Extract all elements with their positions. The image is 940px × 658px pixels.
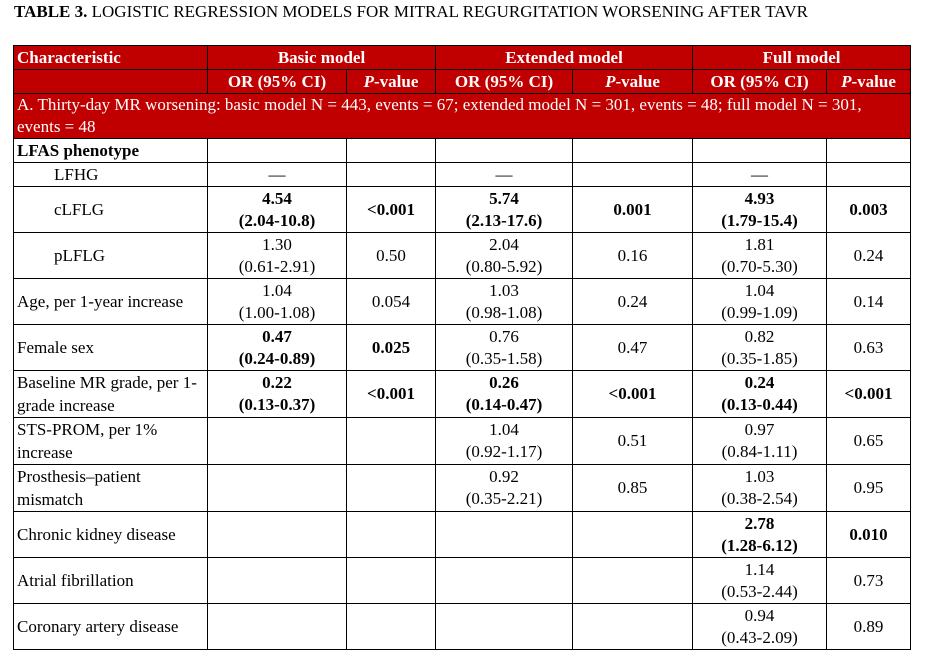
or-ci-cell: —: [208, 163, 347, 187]
regression-table: [13, 45, 911, 650]
p-value-cell: 0.65: [827, 418, 911, 465]
p-value-cell: <0.001: [827, 371, 911, 418]
or-ci-cell: 4.93 (1.79-15.4): [693, 187, 827, 233]
or-ci-cell: 5.74 (2.13-17.6): [436, 187, 573, 233]
basic-model-header: Basic model: [208, 46, 436, 70]
row-label: Atrial fibrillation: [14, 558, 208, 604]
table-row: [14, 139, 911, 163]
row-label: pLFLG: [14, 233, 208, 279]
p-value-cell: [347, 418, 436, 465]
table-row: [14, 163, 911, 187]
extended-p-header: [573, 70, 693, 94]
row-label: Baseline MR grade, per 1-grade increase: [14, 371, 208, 418]
p-value-cell: 0.24: [827, 233, 911, 279]
or-ci-cell: 0.82 (0.35-1.85): [693, 325, 827, 371]
p-value-cell: [827, 139, 911, 163]
p-value-cell: [573, 558, 693, 604]
p-value-cell: [573, 139, 693, 163]
p-value-cell: [347, 512, 436, 558]
or-ci-cell: 1.81 (0.70-5.30): [693, 233, 827, 279]
p-value-cell: 0.89: [827, 604, 911, 650]
or-ci-cell: 0.26 (0.14-0.47): [436, 371, 573, 418]
p-value-cell: 0.85: [573, 465, 693, 512]
p-value-cell: 0.003: [827, 187, 911, 233]
table-row: [14, 279, 911, 325]
or-ci-cell: [436, 512, 573, 558]
full-or-header: OR (95% CI): [693, 70, 827, 94]
p-value-cell: 0.51: [573, 418, 693, 465]
or-ci-cell: 1.03 (0.38-2.54): [693, 465, 827, 512]
table-row: [14, 325, 911, 371]
or-ci-cell: 0.76 (0.35-1.58): [436, 325, 573, 371]
or-ci-cell: —: [436, 163, 573, 187]
or-ci-cell: 2.04 (0.80-5.92): [436, 233, 573, 279]
p-value-cell: 0.47: [573, 325, 693, 371]
or-ci-cell: 0.92 (0.35-2.21): [436, 465, 573, 512]
table-caption: [14, 2, 926, 22]
or-ci-cell: [208, 139, 347, 163]
or-ci-cell: 0.97 (0.84-1.11): [693, 418, 827, 465]
or-ci-cell: 0.94 (0.43-2.09): [693, 604, 827, 650]
or-ci-cell: 1.04 (1.00-1.08): [208, 279, 347, 325]
p-value-cell: 0.054: [347, 279, 436, 325]
p-value-cell: [347, 139, 436, 163]
p-value-cell: [347, 163, 436, 187]
row-label: Prosthesis–patient mismatch: [14, 465, 208, 512]
p-value-cell: [573, 512, 693, 558]
or-ci-cell: [436, 604, 573, 650]
p-value-cell: [827, 163, 911, 187]
p-value-cell: [347, 604, 436, 650]
or-ci-cell: [208, 558, 347, 604]
basic-or-header: OR (95% CI): [208, 70, 347, 94]
row-label: Age, per 1-year increase: [14, 279, 208, 325]
or-ci-cell: 4.54 (2.04-10.8): [208, 187, 347, 233]
p-value-cell: [347, 558, 436, 604]
header-row-1: [14, 46, 911, 70]
p-value-cell: 0.010: [827, 512, 911, 558]
or-ci-cell: 0.24 (0.13-0.44): [693, 371, 827, 418]
table-row: [14, 187, 911, 233]
or-ci-cell: 1.04 (0.92-1.17): [436, 418, 573, 465]
row-label: Female sex: [14, 325, 208, 371]
row-label: cLFLG: [14, 187, 208, 233]
header-row-2: [14, 70, 911, 94]
row-label: LFAS phenotype: [14, 139, 208, 163]
or-ci-cell: 2.78 (1.28-6.12): [693, 512, 827, 558]
or-ci-cell: 1.03 (0.98-1.08): [436, 279, 573, 325]
p-value-cell: 0.95: [827, 465, 911, 512]
p-value-cell: <0.001: [347, 371, 436, 418]
extended-model-header: Extended model: [436, 46, 693, 70]
table-row: [14, 558, 911, 604]
or-ci-cell: [693, 139, 827, 163]
table-row: [14, 465, 911, 512]
p-letter: P: [841, 72, 852, 91]
section-a-row: [14, 94, 911, 139]
row-label: LFHG: [14, 163, 208, 187]
table-row: [14, 512, 911, 558]
or-ci-cell: 1.30 (0.61-2.91): [208, 233, 347, 279]
row-label: Coronary artery disease: [14, 604, 208, 650]
p-letter: P: [605, 72, 616, 91]
row-label: STS-PROM, per 1% increase: [14, 418, 208, 465]
or-ci-cell: [208, 465, 347, 512]
p-value-cell: <0.001: [347, 187, 436, 233]
p-value-cell: [573, 604, 693, 650]
or-ci-cell: 1.14 (0.53-2.44): [693, 558, 827, 604]
extended-or-header: OR (95% CI): [436, 70, 573, 94]
p-suffix: -value: [851, 72, 896, 91]
or-ci-cell: —: [693, 163, 827, 187]
p-letter: P: [363, 72, 374, 91]
p-suffix: -value: [615, 72, 660, 91]
row-label: Chronic kidney disease: [14, 512, 208, 558]
p-suffix: -value: [374, 72, 419, 91]
p-value-cell: 0.73: [827, 558, 911, 604]
or-ci-cell: [436, 558, 573, 604]
header-spacer: [14, 70, 208, 94]
or-ci-cell: 1.04 (0.99-1.09): [693, 279, 827, 325]
basic-p-header: [347, 70, 436, 94]
p-value-cell: [573, 163, 693, 187]
p-value-cell: 0.14: [827, 279, 911, 325]
or-ci-cell: [208, 512, 347, 558]
characteristic-header: Characteristic: [14, 46, 208, 70]
or-ci-cell: [436, 139, 573, 163]
p-value-cell: 0.24: [573, 279, 693, 325]
p-value-cell: <0.001: [573, 371, 693, 418]
or-ci-cell: [208, 604, 347, 650]
or-ci-cell: [208, 418, 347, 465]
or-ci-cell: 0.22 (0.13-0.37): [208, 371, 347, 418]
or-ci-cell: 0.47 (0.24-0.89): [208, 325, 347, 371]
full-model-header: Full model: [693, 46, 911, 70]
table-label: TABLE 3.: [14, 2, 88, 21]
table-row: [14, 604, 911, 650]
table-row: [14, 233, 911, 279]
p-value-cell: 0.001: [573, 187, 693, 233]
table-row: [14, 418, 911, 465]
table-title: LOGISTIC REGRESSION MODELS FOR MITRAL REGURGITATION WORSENING AFTER TAVR: [87, 2, 808, 21]
p-value-cell: 0.63: [827, 325, 911, 371]
p-value-cell: 0.50: [347, 233, 436, 279]
full-p-header: [827, 70, 911, 94]
p-value-cell: 0.025: [347, 325, 436, 371]
section-a-label: A. Thirty-day MR worsening: basic model N = 443, events = 67; extended model N = 301, events = 48; full model N = 301, events = 48: [14, 94, 911, 139]
p-value-cell: 0.16: [573, 233, 693, 279]
table-row: [14, 371, 911, 418]
p-value-cell: [347, 465, 436, 512]
